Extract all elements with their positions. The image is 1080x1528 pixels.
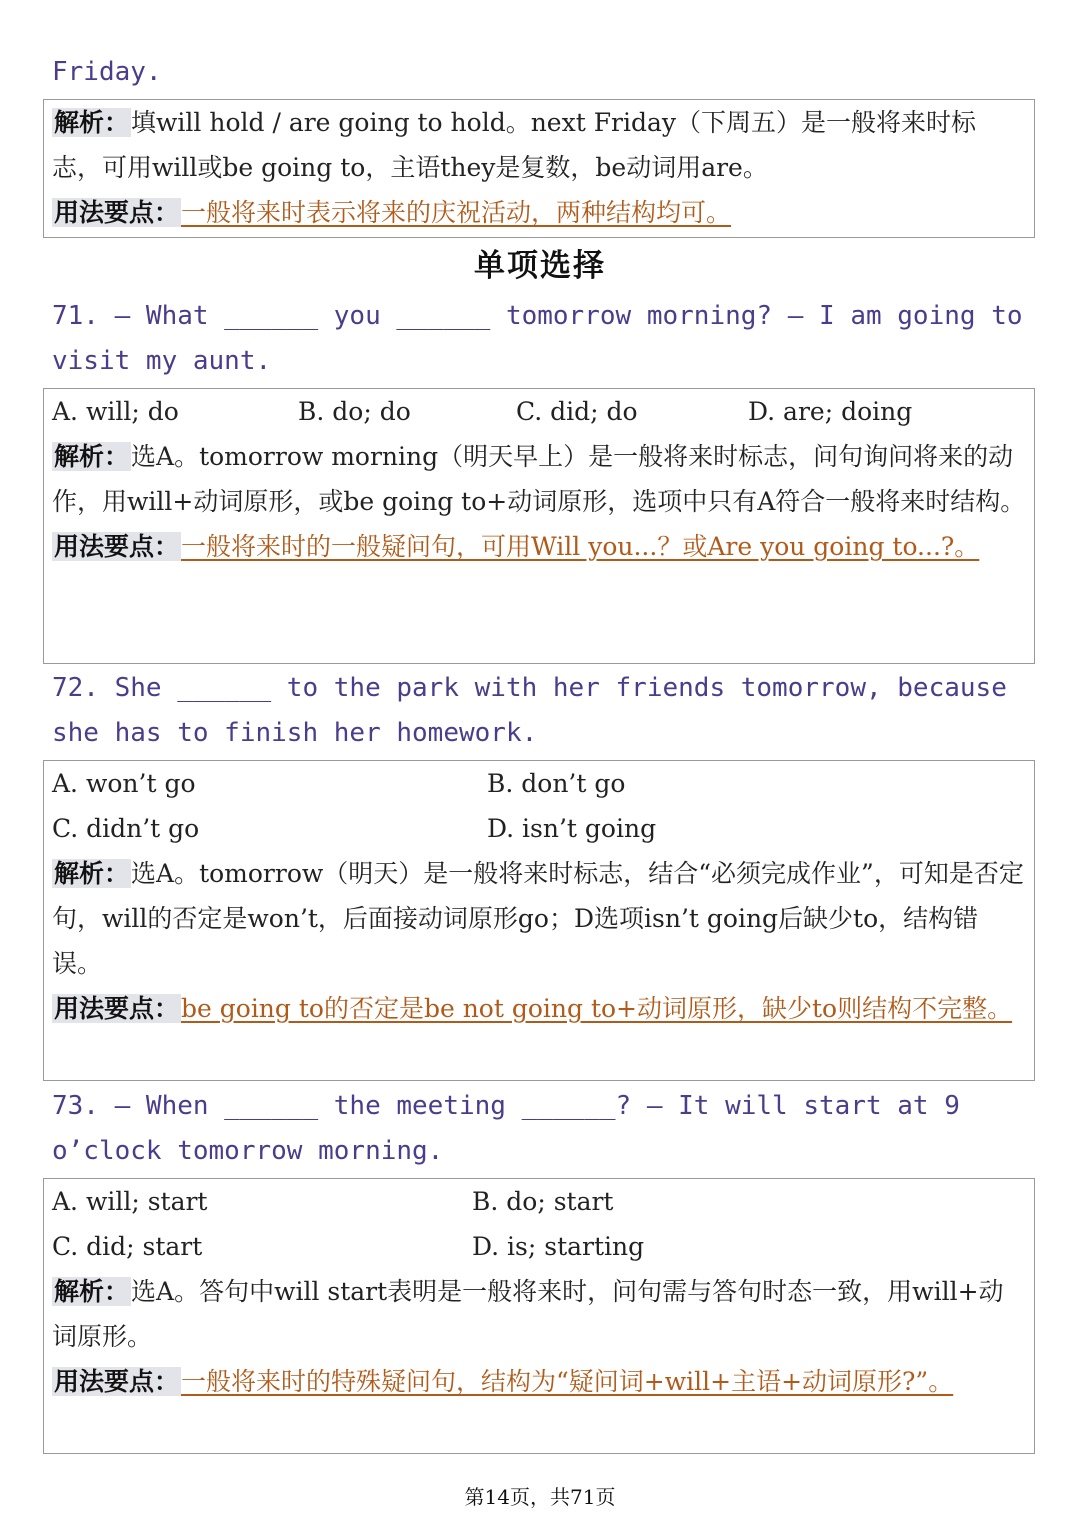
options-row [52,806,1026,851]
options-row [52,1224,1026,1269]
analysis-text: 选A。tomorrow（明天）是一般将来时标志，结合“必须完成作业”，可知是否定句，will的否定是won’t，后面接动词原形go；D选项isn’t going后缺少to，结构错误。 [52,859,1024,978]
key-label: 用法要点： [54,994,180,1023]
analysis-line [52,434,1026,524]
analysis-line [52,1269,1026,1359]
key-line [52,190,1026,235]
option-a: A. won’t go [52,769,196,798]
option-c: C. did; do [516,397,638,426]
analysis-label: 解析： [54,1277,130,1306]
key-line [52,524,1026,569]
option-b: B. don’t go [487,769,626,798]
option-b: B. do; do [298,397,411,426]
key-text: 一般将来时表示将来的庆祝活动，两种结构均可。 [181,198,732,227]
key-text: be going to的否定是be not going to+动词原形，缺少to则结构不完整。 [181,994,1013,1023]
key-text: 一般将来时的特殊疑问句，结构为“疑问词+will+主语+动词原形?”。 [181,1367,954,1396]
option-b: B. do; start [472,1187,614,1216]
key-label: 用法要点： [54,1367,180,1396]
option-d: D. are; doing [748,397,913,426]
key-label: 用法要点： [54,532,180,561]
analysis-text: 选A。答句中will start表明是一般将来时，问句需与答句时态一致，用will+动词原形。 [52,1277,1004,1351]
analysis-label: 解析： [54,108,130,137]
analysis-line [52,851,1026,986]
analysis-label: 解析： [54,859,130,888]
key-label: 用法要点： [54,198,180,227]
question-stem-73: 73. — When ______ the meeting ______? — It will start at 9 o’clock tomorrow morning. [52,1091,960,1166]
page-number: 第14页，共71页 [464,1485,616,1509]
analysis-label: 解析： [54,442,130,471]
answer-box-72 [43,760,1035,1081]
options-row [52,389,1026,434]
option-c: C. didn’t go [52,814,200,843]
key-line [52,1359,1026,1404]
option-a: A. will; start [52,1187,208,1216]
option-a: A. will; do [52,397,179,426]
analysis-text: 选A。tomorrow morning（明天早上）是一般将来时标志，问句询问将来的动作，用will+动词原形，或be going to+动词原形，选项中只有A符合一般将来时结构。 [52,442,1026,516]
option-d: D. is; starting [472,1232,645,1261]
question-fragment: Friday. [52,57,162,87]
options-row [52,761,1026,806]
question-stem-71: 71. — What ______ you ______ tomorrow morning? — I am going to visit my aunt. [52,301,1023,376]
answer-box-71 [43,388,1035,664]
question-stem-72: 72. She ______ to the park with her friends tomorrow, because she has to finish her homework. [52,673,1007,748]
answer-box-73 [43,1178,1035,1454]
options-row [52,1179,1026,1224]
analysis-box-prev [43,99,1035,238]
key-line [52,986,1026,1031]
analysis-line [52,100,1026,190]
option-c: C. did; start [52,1232,203,1261]
key-text: 一般将来时的一般疑问句，可用Will you...？或Are you going to...?。 [181,532,980,561]
option-d: D. isn’t going [487,814,657,843]
section-title: 单项选择 [474,248,606,284]
analysis-text: 填will hold / are going to hold。next Friday（下周五）是一般将来时标志，可用will或be going to，主语they是复数，be动词用are。 [52,108,977,182]
